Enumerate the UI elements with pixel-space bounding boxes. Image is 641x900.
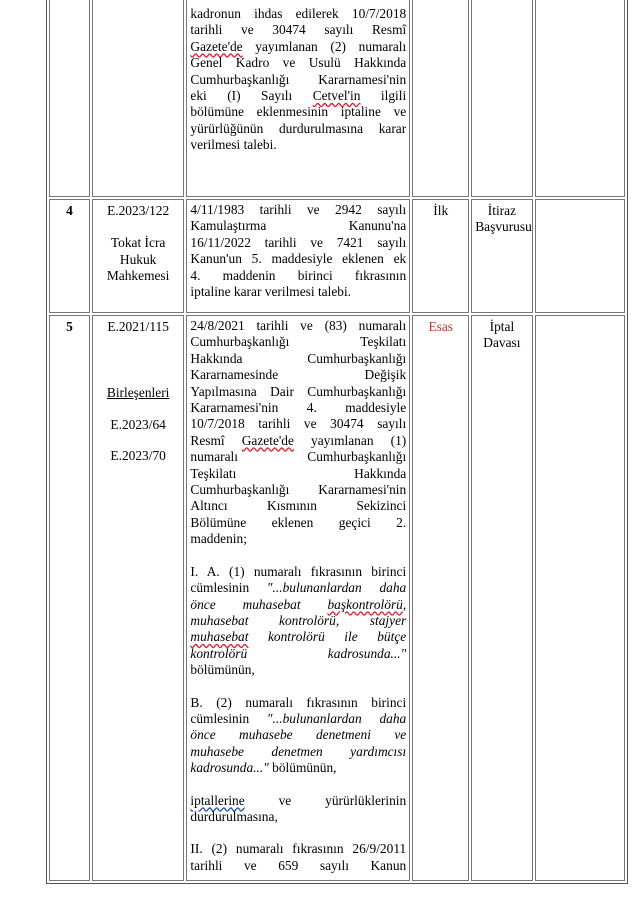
cell-type: İtiraz Başvurusu (471, 199, 532, 313)
subject-line: verilmesi talebi. (190, 137, 277, 153)
subject-line: 10/7/2018 tarihli ve 30474 sayılı (190, 416, 407, 432)
case-number: E.2021/115 (107, 319, 169, 334)
subject-line: maddenin; (190, 531, 247, 547)
subject-line: 4/11/1983 tarihli ve 2942 sayılı (190, 202, 407, 217)
subject-line: Yapılmasına Dair Cumhurbaşkanlığı (190, 383, 407, 399)
subject-line: muhasebat kontrolörü, stajyer (190, 612, 407, 628)
cell-subject (186, 199, 410, 313)
subject-line: kadronun ihdas edilerek 10/7/2018 (190, 6, 407, 21)
subject-line: Kanun'un 5. maddesiyle eklenen ek (190, 251, 407, 267)
subject-line: Teşkilatı Hakkında (190, 465, 407, 481)
subject-line: iptaline karar verilmesi talebi. (190, 284, 352, 300)
subject-line: Kamulaştırma Kanunu'na (190, 218, 407, 234)
cell-case (92, 315, 185, 881)
subject-line: önce muhasebe denetmeni ve (190, 727, 407, 743)
subject-line: Cumhurbaşkanlığı Kararnamesi'nin (190, 482, 407, 498)
subject-line-word: Gazete'de (190, 38, 243, 54)
subject-line: durdurulmasına, (190, 808, 278, 824)
subject-line: 16/11/2022 tarihli ve 7421 sayılı (190, 234, 407, 250)
cell-extra (535, 0, 625, 197)
case-number: E.2023/122 (107, 203, 170, 218)
subject-line: numaralı Cumhurbaşkanlığı (190, 449, 407, 465)
subject-line: muhasebe denetmen yardımcısı (190, 743, 407, 759)
subject-line: tarihli ve 659 sayılı Kanun (190, 857, 407, 873)
subject-line: Altıncı Kısmının Sekizinci (190, 498, 407, 514)
table-row-previous (49, 0, 625, 197)
table-row-5 (49, 315, 625, 881)
subject-line: kontrolörü kadrosunda..." (190, 645, 407, 661)
cell-type: İptal Davası (471, 315, 532, 881)
joined-case: E.2023/70 (110, 448, 166, 464)
cell-stage: Esas (412, 315, 469, 881)
row-number: 5 (49, 315, 90, 881)
subject-line: eki (I) Sayılı Cetvel'in ilgili (190, 88, 407, 104)
cell-case (92, 199, 185, 313)
cell-subject (186, 0, 410, 197)
subject-line: B. (2) numaralı fıkrasının birinci (190, 694, 407, 710)
subject-line-word: iptallerine (190, 792, 245, 808)
subject-line: Bölümüne eklenen geçici 2. (190, 514, 407, 530)
subject-line: kadrosunda..." bölümünün, (190, 760, 337, 776)
subject-line: Gazete'de yayımlanan (2) numaralı (190, 38, 407, 54)
subject-line: cümlesinin "...bulunanlardan daha (190, 710, 407, 726)
court-name: Tokat İcra Hukuk Mahkemesi (106, 235, 170, 284)
subject-line-word: Gazete'de (241, 432, 294, 448)
subject-line: Genel Kadro ve Usulü Hakkında (190, 55, 407, 71)
subject-line: Resmî Gazete'de yayımlanan (1) (190, 432, 407, 448)
subject-line-word: muhasebat (190, 629, 249, 645)
subject-line: Kararnamesinde Değişik (190, 367, 407, 383)
cell-subject (186, 315, 410, 881)
table-row-4 (49, 199, 625, 313)
cell-case (92, 0, 185, 197)
cell-extra (535, 199, 625, 313)
row-number: 4 (49, 199, 90, 313)
subject-line: tarihli ve 30474 sayılı Resmî (190, 22, 407, 38)
subject-line-word: başkontrolörü (327, 596, 403, 612)
subject-line: muhasebat kontrolörü ile bütçe (190, 629, 407, 645)
cell-extra (535, 315, 625, 881)
cell-stage (412, 0, 469, 197)
cell-stage: İlk (412, 199, 469, 313)
cell-number (49, 0, 90, 197)
subject-line: II. (2) numaralı fıkrasının 26/9/2011 (190, 841, 407, 857)
subject-line: iptallerine ve yürürlüklerinin (190, 792, 407, 808)
subject-line: Hakkında Cumhurbaşkanlığı (190, 350, 407, 366)
joined-label: Birleşenleri (106, 385, 170, 401)
subject-line: yürürlüğünün durdurulmasına karar (190, 120, 407, 136)
subject-line: Cumhurbaşkanlığı Kararnamesi'nin (190, 71, 407, 87)
cell-type (471, 0, 532, 197)
subject-line: Cumhurbaşkanlığı Teşkilatı (190, 334, 407, 350)
subject-line-word: Cetvel'in (312, 88, 361, 104)
subject-line: bölümünün, (190, 662, 255, 678)
subject-line: önce muhasebat başkontrolörü, (190, 596, 407, 612)
subject-line: Kararnamesi'nin 4. maddesiyle (190, 400, 407, 416)
subject-line: bölümüne eklenmesinin iptaline ve (190, 104, 407, 120)
subject-line: 24/8/2021 tarihli ve (83) numaralı (190, 318, 407, 333)
subject-line: I. A. (1) numaralı fıkrasının birinci (190, 563, 407, 579)
joined-case: E.2023/64 (110, 416, 166, 432)
subject-line: cümlesinin "...bulunanlardan daha (190, 580, 407, 596)
subject-line: 4. maddenin birinci fıkrasının (190, 267, 407, 283)
case-table (46, 0, 628, 884)
